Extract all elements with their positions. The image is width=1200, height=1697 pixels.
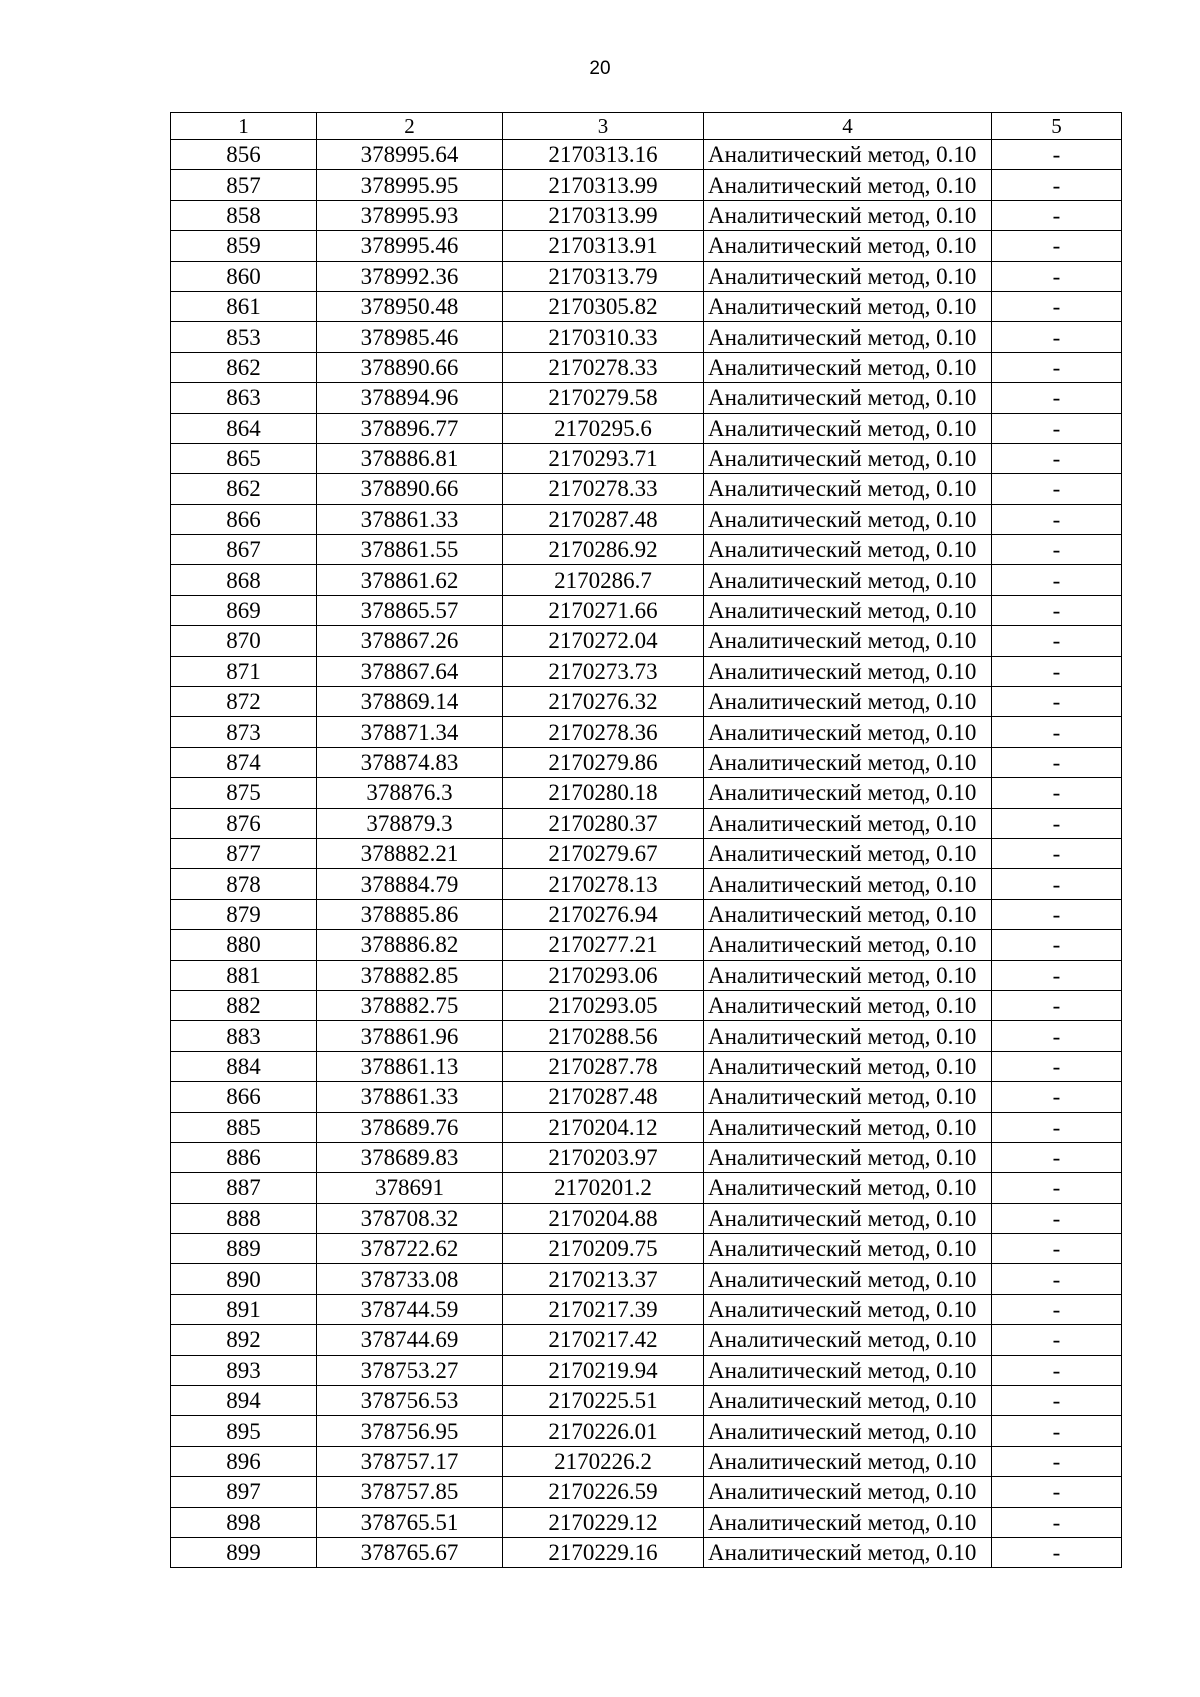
note-cell: -: [992, 1386, 1122, 1416]
point-number-cell: 891: [171, 1294, 317, 1324]
y-coordinate-cell: 2170226.01: [503, 1416, 704, 1446]
y-coordinate-cell: 2170313.16: [503, 140, 704, 170]
x-coordinate-cell: 378871.34: [317, 717, 503, 747]
x-coordinate-cell: 378867.64: [317, 656, 503, 686]
table-row: [171, 808, 1122, 838]
coordinates-table: [170, 112, 1122, 1568]
note-cell: -: [992, 565, 1122, 595]
y-coordinate-cell: 2170219.94: [503, 1355, 704, 1385]
x-coordinate-cell: 378882.85: [317, 960, 503, 990]
point-number-cell: 892: [171, 1325, 317, 1355]
x-coordinate-cell: 378890.66: [317, 352, 503, 382]
y-coordinate-cell: 2170287.78: [503, 1051, 704, 1081]
point-number-cell: 872: [171, 687, 317, 717]
table-row: [171, 1355, 1122, 1385]
x-coordinate-cell: 378874.83: [317, 747, 503, 777]
point-number-cell: 896: [171, 1446, 317, 1476]
method-cell: Аналитический метод, 0.10: [704, 443, 992, 473]
y-coordinate-cell: 2170313.99: [503, 200, 704, 230]
table-row: [171, 535, 1122, 565]
method-cell: Аналитический метод, 0.10: [704, 474, 992, 504]
table-row: [171, 352, 1122, 382]
point-number-cell: 856: [171, 140, 317, 170]
table-row: [171, 656, 1122, 686]
method-cell: Аналитический метод, 0.10: [704, 1203, 992, 1233]
note-cell: -: [992, 443, 1122, 473]
note-cell: -: [992, 899, 1122, 929]
y-coordinate-cell: 2170280.37: [503, 808, 704, 838]
note-cell: -: [992, 717, 1122, 747]
table-row: [171, 960, 1122, 990]
point-number-cell: 895: [171, 1416, 317, 1446]
table-row: [171, 565, 1122, 595]
x-coordinate-cell: 378882.21: [317, 838, 503, 868]
column-header: 4: [704, 113, 992, 140]
method-cell: Аналитический метод, 0.10: [704, 1507, 992, 1537]
y-coordinate-cell: 2170213.37: [503, 1264, 704, 1294]
table-row: [171, 413, 1122, 443]
y-coordinate-cell: 2170217.42: [503, 1325, 704, 1355]
y-coordinate-cell: 2170293.06: [503, 960, 704, 990]
note-cell: -: [992, 1203, 1122, 1233]
table-row: [171, 1082, 1122, 1112]
point-number-cell: 893: [171, 1355, 317, 1385]
x-coordinate-cell: 378896.77: [317, 413, 503, 443]
note-cell: -: [992, 1355, 1122, 1385]
method-cell: Аналитический метод, 0.10: [704, 352, 992, 382]
method-cell: Аналитический метод, 0.10: [704, 231, 992, 261]
x-coordinate-cell: 378861.13: [317, 1051, 503, 1081]
y-coordinate-cell: 2170209.75: [503, 1234, 704, 1264]
table-row: [171, 1051, 1122, 1081]
x-coordinate-cell: 378722.62: [317, 1234, 503, 1264]
x-coordinate-cell: 378756.53: [317, 1386, 503, 1416]
point-number-cell: 875: [171, 778, 317, 808]
point-number-cell: 899: [171, 1537, 317, 1567]
method-cell: Аналитический метод, 0.10: [704, 1477, 992, 1507]
table-row: [171, 595, 1122, 625]
method-cell: Аналитический метод, 0.10: [704, 291, 992, 321]
method-cell: Аналитический метод, 0.10: [704, 595, 992, 625]
table-row: [171, 869, 1122, 899]
note-cell: -: [992, 140, 1122, 170]
y-coordinate-cell: 2170313.79: [503, 261, 704, 291]
point-number-cell: 885: [171, 1112, 317, 1142]
point-number-cell: 882: [171, 990, 317, 1020]
method-cell: Аналитический метод, 0.10: [704, 1264, 992, 1294]
y-coordinate-cell: 2170226.2: [503, 1446, 704, 1476]
point-number-cell: 879: [171, 899, 317, 929]
table-header-row: [171, 113, 1122, 140]
table-row: [171, 747, 1122, 777]
point-number-cell: 897: [171, 1477, 317, 1507]
table-row: [171, 322, 1122, 352]
x-coordinate-cell: 378985.46: [317, 322, 503, 352]
method-cell: Аналитический метод, 0.10: [704, 261, 992, 291]
method-cell: Аналитический метод, 0.10: [704, 869, 992, 899]
x-coordinate-cell: 378867.26: [317, 626, 503, 656]
method-cell: Аналитический метод, 0.10: [704, 535, 992, 565]
note-cell: -: [992, 687, 1122, 717]
table-row: [171, 1112, 1122, 1142]
point-number-cell: 883: [171, 1021, 317, 1051]
method-cell: Аналитический метод, 0.10: [704, 1537, 992, 1567]
x-coordinate-cell: 378744.69: [317, 1325, 503, 1355]
y-coordinate-cell: 2170286.7: [503, 565, 704, 595]
column-header: 2: [317, 113, 503, 140]
point-number-cell: 886: [171, 1142, 317, 1172]
y-coordinate-cell: 2170217.39: [503, 1294, 704, 1324]
x-coordinate-cell: 378995.64: [317, 140, 503, 170]
note-cell: -: [992, 413, 1122, 443]
note-cell: -: [992, 869, 1122, 899]
method-cell: Аналитический метод, 0.10: [704, 1325, 992, 1355]
note-cell: -: [992, 838, 1122, 868]
point-number-cell: 866: [171, 504, 317, 534]
note-cell: -: [992, 1325, 1122, 1355]
table-row: [171, 1294, 1122, 1324]
point-number-cell: 878: [171, 869, 317, 899]
x-coordinate-cell: 378708.32: [317, 1203, 503, 1233]
method-cell: Аналитический метод, 0.10: [704, 626, 992, 656]
x-coordinate-cell: 378689.76: [317, 1112, 503, 1142]
y-coordinate-cell: 2170287.48: [503, 1082, 704, 1112]
x-coordinate-cell: 378733.08: [317, 1264, 503, 1294]
y-coordinate-cell: 2170273.73: [503, 656, 704, 686]
x-coordinate-cell: 378757.85: [317, 1477, 503, 1507]
method-cell: Аналитический метод, 0.10: [704, 1112, 992, 1142]
point-number-cell: 894: [171, 1386, 317, 1416]
point-number-cell: 876: [171, 808, 317, 838]
x-coordinate-cell: 378861.33: [317, 504, 503, 534]
x-coordinate-cell: 378992.36: [317, 261, 503, 291]
method-cell: Аналитический метод, 0.10: [704, 1416, 992, 1446]
point-number-cell: 890: [171, 1264, 317, 1294]
table-body: [171, 140, 1122, 1568]
method-cell: Аналитический метод, 0.10: [704, 717, 992, 747]
method-cell: Аналитический метод, 0.10: [704, 322, 992, 352]
note-cell: -: [992, 200, 1122, 230]
y-coordinate-cell: 2170288.56: [503, 1021, 704, 1051]
note-cell: -: [992, 1082, 1122, 1112]
table-row: [171, 778, 1122, 808]
x-coordinate-cell: 378886.81: [317, 443, 503, 473]
y-coordinate-cell: 2170277.21: [503, 930, 704, 960]
point-number-cell: 857: [171, 170, 317, 200]
table-row: [171, 170, 1122, 200]
point-number-cell: 868: [171, 565, 317, 595]
y-coordinate-cell: 2170313.99: [503, 170, 704, 200]
x-coordinate-cell: 378879.3: [317, 808, 503, 838]
y-coordinate-cell: 2170203.97: [503, 1142, 704, 1172]
note-cell: -: [992, 170, 1122, 200]
table-row: [171, 474, 1122, 504]
y-coordinate-cell: 2170272.04: [503, 626, 704, 656]
point-number-cell: 881: [171, 960, 317, 990]
x-coordinate-cell: 378861.96: [317, 1021, 503, 1051]
method-cell: Аналитический метод, 0.10: [704, 383, 992, 413]
note-cell: -: [992, 352, 1122, 382]
method-cell: Аналитический метод, 0.10: [704, 899, 992, 929]
method-cell: Аналитический метод, 0.10: [704, 1446, 992, 1476]
table-row: [171, 626, 1122, 656]
point-number-cell: 869: [171, 595, 317, 625]
y-coordinate-cell: 2170305.82: [503, 291, 704, 321]
note-cell: -: [992, 595, 1122, 625]
y-coordinate-cell: 2170276.32: [503, 687, 704, 717]
y-coordinate-cell: 2170204.88: [503, 1203, 704, 1233]
note-cell: -: [992, 1537, 1122, 1567]
table-row: [171, 443, 1122, 473]
y-coordinate-cell: 2170226.59: [503, 1477, 704, 1507]
note-cell: -: [992, 990, 1122, 1020]
point-number-cell: 863: [171, 383, 317, 413]
table-row: [171, 1537, 1122, 1567]
method-cell: Аналитический метод, 0.10: [704, 1173, 992, 1203]
y-coordinate-cell: 2170279.86: [503, 747, 704, 777]
note-cell: -: [992, 474, 1122, 504]
y-coordinate-cell: 2170287.48: [503, 504, 704, 534]
table-row: [171, 383, 1122, 413]
point-number-cell: 859: [171, 231, 317, 261]
x-coordinate-cell: 378753.27: [317, 1355, 503, 1385]
x-coordinate-cell: 378861.62: [317, 565, 503, 595]
x-coordinate-cell: 378756.95: [317, 1416, 503, 1446]
y-coordinate-cell: 2170271.66: [503, 595, 704, 625]
method-cell: Аналитический метод, 0.10: [704, 1386, 992, 1416]
y-coordinate-cell: 2170293.05: [503, 990, 704, 1020]
method-cell: Аналитический метод, 0.10: [704, 1355, 992, 1385]
note-cell: -: [992, 1507, 1122, 1537]
x-coordinate-cell: 378861.55: [317, 535, 503, 565]
y-coordinate-cell: 2170276.94: [503, 899, 704, 929]
y-coordinate-cell: 2170310.33: [503, 322, 704, 352]
method-cell: Аналитический метод, 0.10: [704, 140, 992, 170]
table-row: [171, 1446, 1122, 1476]
table-row: [171, 1021, 1122, 1051]
table-row: [171, 261, 1122, 291]
point-number-cell: 861: [171, 291, 317, 321]
table-row: [171, 1386, 1122, 1416]
table-row: [171, 1142, 1122, 1172]
method-cell: Аналитический метод, 0.10: [704, 565, 992, 595]
table-row: [171, 717, 1122, 747]
note-cell: -: [992, 1051, 1122, 1081]
table-row: [171, 1477, 1122, 1507]
note-cell: -: [992, 656, 1122, 686]
method-cell: Аналитический метод, 0.10: [704, 808, 992, 838]
note-cell: -: [992, 1416, 1122, 1446]
y-coordinate-cell: 2170279.58: [503, 383, 704, 413]
x-coordinate-cell: 378869.14: [317, 687, 503, 717]
x-coordinate-cell: 378995.46: [317, 231, 503, 261]
y-coordinate-cell: 2170201.2: [503, 1173, 704, 1203]
x-coordinate-cell: 378886.82: [317, 930, 503, 960]
table-row: [171, 1507, 1122, 1537]
note-cell: -: [992, 383, 1122, 413]
y-coordinate-cell: 2170293.71: [503, 443, 704, 473]
note-cell: -: [992, 1173, 1122, 1203]
table-row: [171, 990, 1122, 1020]
note-cell: -: [992, 504, 1122, 534]
point-number-cell: 865: [171, 443, 317, 473]
note-cell: -: [992, 1234, 1122, 1264]
point-number-cell: 853: [171, 322, 317, 352]
note-cell: -: [992, 322, 1122, 352]
point-number-cell: 862: [171, 352, 317, 382]
point-number-cell: 862: [171, 474, 317, 504]
point-number-cell: 873: [171, 717, 317, 747]
x-coordinate-cell: 378885.86: [317, 899, 503, 929]
method-cell: Аналитический метод, 0.10: [704, 200, 992, 230]
x-coordinate-cell: 378950.48: [317, 291, 503, 321]
note-cell: -: [992, 747, 1122, 777]
point-number-cell: 864: [171, 413, 317, 443]
y-coordinate-cell: 2170229.16: [503, 1537, 704, 1567]
table-row: [171, 231, 1122, 261]
method-cell: Аналитический метод, 0.10: [704, 504, 992, 534]
x-coordinate-cell: 378876.3: [317, 778, 503, 808]
note-cell: -: [992, 1142, 1122, 1172]
table-row: [171, 140, 1122, 170]
table-row: [171, 504, 1122, 534]
x-coordinate-cell: 378744.59: [317, 1294, 503, 1324]
method-cell: Аналитический метод, 0.10: [704, 990, 992, 1020]
table-row: [171, 291, 1122, 321]
column-header: 1: [171, 113, 317, 140]
table-row: [171, 1264, 1122, 1294]
method-cell: Аналитический метод, 0.10: [704, 1021, 992, 1051]
method-cell: Аналитический метод, 0.10: [704, 778, 992, 808]
table-row: [171, 200, 1122, 230]
x-coordinate-cell: 378689.83: [317, 1142, 503, 1172]
y-coordinate-cell: 2170278.33: [503, 474, 704, 504]
point-number-cell: 887: [171, 1173, 317, 1203]
x-coordinate-cell: 378691: [317, 1173, 503, 1203]
y-coordinate-cell: 2170313.91: [503, 231, 704, 261]
table-row: [171, 1203, 1122, 1233]
x-coordinate-cell: 378861.33: [317, 1082, 503, 1112]
table-row: [171, 899, 1122, 929]
point-number-cell: 870: [171, 626, 317, 656]
x-coordinate-cell: 378995.93: [317, 200, 503, 230]
note-cell: -: [992, 1264, 1122, 1294]
table-row: [171, 687, 1122, 717]
x-coordinate-cell: 378765.67: [317, 1537, 503, 1567]
x-coordinate-cell: 378890.66: [317, 474, 503, 504]
y-coordinate-cell: 2170286.92: [503, 535, 704, 565]
note-cell: -: [992, 261, 1122, 291]
method-cell: Аналитический метод, 0.10: [704, 1082, 992, 1112]
method-cell: Аналитический метод, 0.10: [704, 170, 992, 200]
note-cell: -: [992, 535, 1122, 565]
table-row: [171, 1416, 1122, 1446]
x-coordinate-cell: 378894.96: [317, 383, 503, 413]
column-header: 3: [503, 113, 704, 140]
note-cell: -: [992, 1112, 1122, 1142]
point-number-cell: 877: [171, 838, 317, 868]
method-cell: Аналитический метод, 0.10: [704, 1234, 992, 1264]
page-number: 20: [589, 58, 611, 79]
x-coordinate-cell: 378757.17: [317, 1446, 503, 1476]
point-number-cell: 871: [171, 656, 317, 686]
y-coordinate-cell: 2170229.12: [503, 1507, 704, 1537]
point-number-cell: 867: [171, 535, 317, 565]
x-coordinate-cell: 378884.79: [317, 869, 503, 899]
x-coordinate-cell: 378865.57: [317, 595, 503, 625]
method-cell: Аналитический метод, 0.10: [704, 1142, 992, 1172]
method-cell: Аналитический метод, 0.10: [704, 838, 992, 868]
y-coordinate-cell: 2170295.6: [503, 413, 704, 443]
point-number-cell: 889: [171, 1234, 317, 1264]
point-number-cell: 884: [171, 1051, 317, 1081]
method-cell: Аналитический метод, 0.10: [704, 413, 992, 443]
point-number-cell: 866: [171, 1082, 317, 1112]
method-cell: Аналитический метод, 0.10: [704, 930, 992, 960]
point-number-cell: 898: [171, 1507, 317, 1537]
note-cell: -: [992, 1446, 1122, 1476]
note-cell: -: [992, 1477, 1122, 1507]
y-coordinate-cell: 2170280.18: [503, 778, 704, 808]
method-cell: Аналитический метод, 0.10: [704, 656, 992, 686]
table-row: [171, 1234, 1122, 1264]
note-cell: -: [992, 930, 1122, 960]
method-cell: Аналитический метод, 0.10: [704, 747, 992, 777]
table-row: [171, 1173, 1122, 1203]
table-row: [171, 838, 1122, 868]
x-coordinate-cell: 378995.95: [317, 170, 503, 200]
method-cell: Аналитический метод, 0.10: [704, 687, 992, 717]
note-cell: -: [992, 1294, 1122, 1324]
method-cell: Аналитический метод, 0.10: [704, 1294, 992, 1324]
column-header: 5: [992, 113, 1122, 140]
point-number-cell: 874: [171, 747, 317, 777]
note-cell: -: [992, 778, 1122, 808]
point-number-cell: 888: [171, 1203, 317, 1233]
x-coordinate-cell: 378882.75: [317, 990, 503, 1020]
x-coordinate-cell: 378765.51: [317, 1507, 503, 1537]
y-coordinate-cell: 2170279.67: [503, 838, 704, 868]
y-coordinate-cell: 2170278.36: [503, 717, 704, 747]
method-cell: Аналитический метод, 0.10: [704, 1051, 992, 1081]
note-cell: -: [992, 291, 1122, 321]
point-number-cell: 858: [171, 200, 317, 230]
y-coordinate-cell: 2170278.33: [503, 352, 704, 382]
note-cell: -: [992, 626, 1122, 656]
note-cell: -: [992, 1021, 1122, 1051]
point-number-cell: 880: [171, 930, 317, 960]
y-coordinate-cell: 2170225.51: [503, 1386, 704, 1416]
note-cell: -: [992, 808, 1122, 838]
y-coordinate-cell: 2170204.12: [503, 1112, 704, 1142]
note-cell: -: [992, 960, 1122, 990]
table-row: [171, 1325, 1122, 1355]
point-number-cell: 860: [171, 261, 317, 291]
table-row: [171, 930, 1122, 960]
method-cell: Аналитический метод, 0.10: [704, 960, 992, 990]
note-cell: -: [992, 231, 1122, 261]
y-coordinate-cell: 2170278.13: [503, 869, 704, 899]
